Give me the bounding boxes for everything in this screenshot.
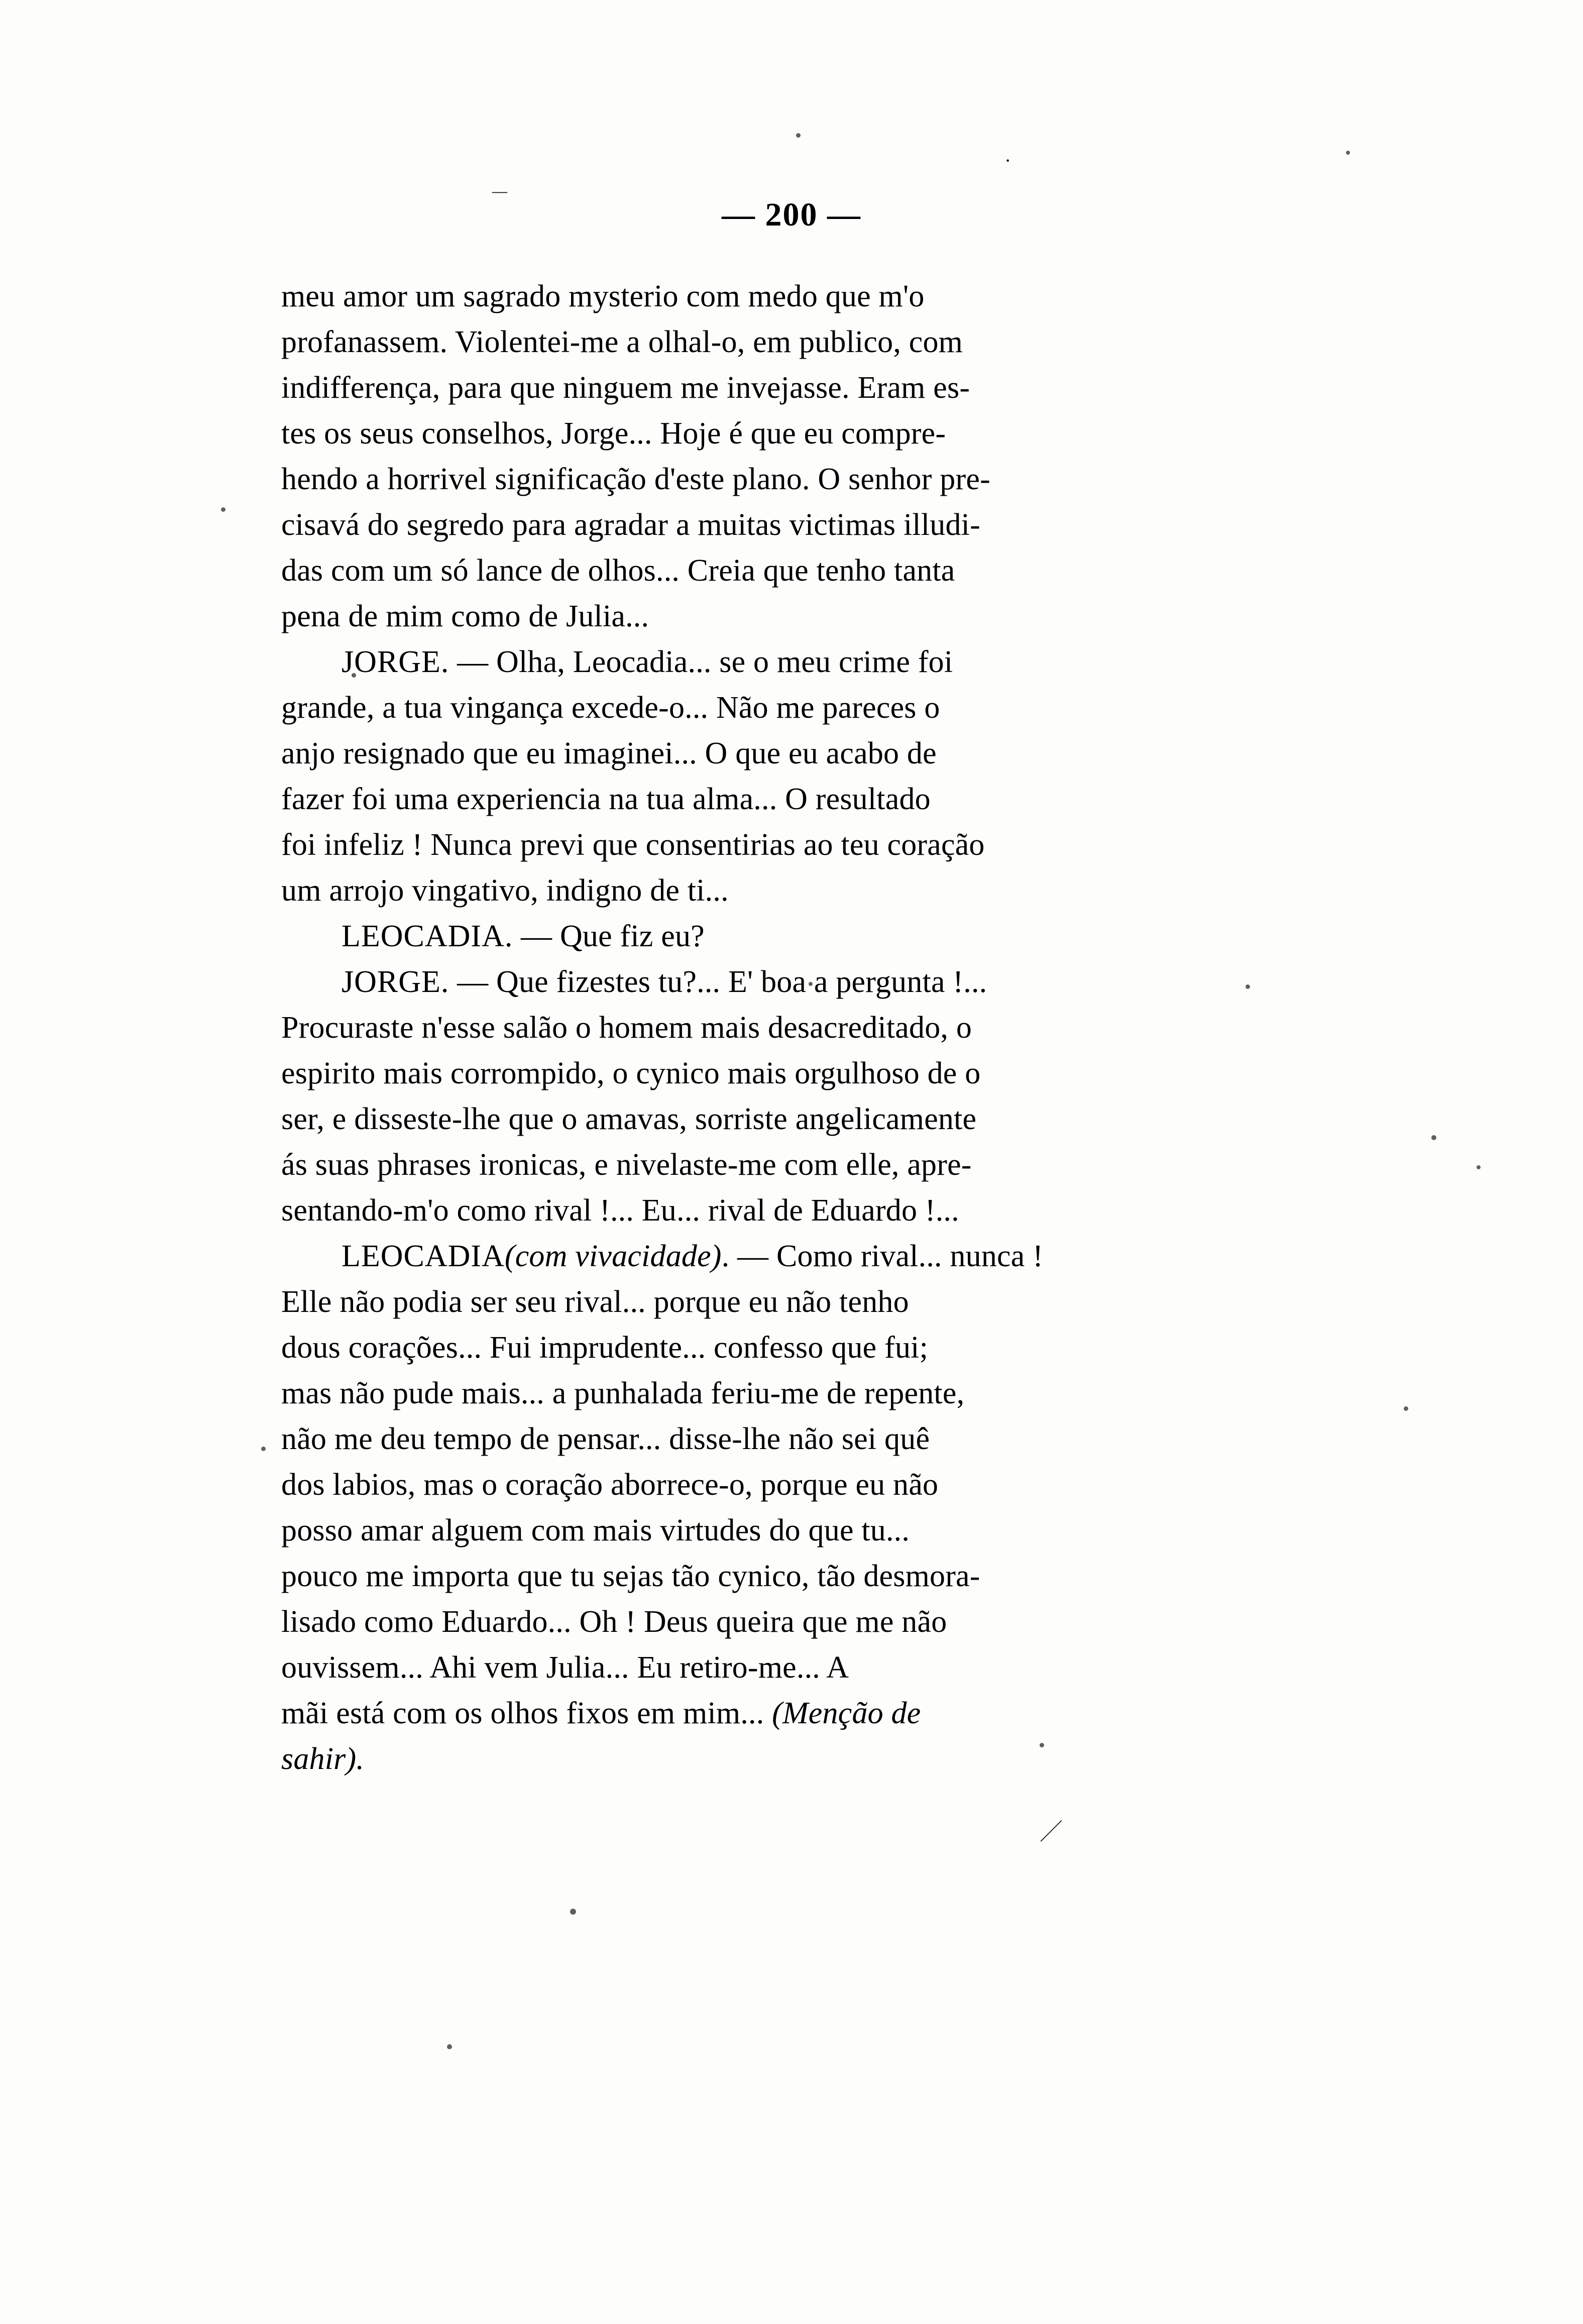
text-line: lisado como Eduardo... Oh ! Deus queira que me não — [281, 1605, 947, 1639]
text-line: tes os seus conselhos, Jorge... Hoje é que eu compre- — [281, 416, 946, 451]
scan-speck — [261, 1447, 266, 1451]
text-line: meu amor um sagrado mysterio com medo que m'o — [281, 279, 925, 313]
text-line-remainder: . — Como rival... nunca ! — [721, 1239, 1044, 1273]
page-number-prefix: — — [722, 196, 756, 233]
stray-mark-right-top: · — [1004, 149, 1011, 172]
text-line: dos labios, mas o coração aborrece-o, porque eu não — [281, 1468, 939, 1502]
text-line: fazer foi uma experiencia na tua alma... O resultado — [281, 782, 931, 816]
text-line-remainder: mãi está com os olhos fixos em mim... — [281, 1696, 772, 1730]
text-line: cisavá do segredo para agradar a muitas victimas illudi- — [281, 508, 980, 542]
text-line: ás suas phrases ironicas, e nivelaste-me com elle, apre- — [281, 1148, 972, 1182]
text-line-remainder: — Que fiz eu? — [513, 919, 705, 953]
speaker-label: LEOCADIA — [342, 1239, 505, 1273]
scan-speck — [570, 1909, 576, 1915]
page-number — [0, 196, 1583, 234]
stray-mark-left-top: － — [490, 182, 510, 204]
text-line: pena de mim como de Julia... — [281, 599, 649, 633]
text-line: ouvissem... Ahi vem Julia... Eu retiro-me... A — [281, 1650, 849, 1685]
scan-speck — [1477, 1165, 1481, 1169]
text-line: das com um só lance de olhos... Creia que tenho tanta — [281, 554, 955, 588]
text-line: dous corações... Fui imprudente... confesso que fui; — [281, 1331, 928, 1365]
text-line: indifferença, para que ninguem me invejasse. Eram es- — [281, 371, 970, 405]
text-line: anjo resignado que eu imaginei... O que eu acabo de — [281, 736, 937, 770]
stage-direction: (Menção de — [772, 1696, 921, 1730]
speaker-label: LEOCADIA. — [342, 919, 513, 953]
text-line: um arrojo vingativo, indigno de ti... — [281, 873, 729, 908]
text-line: espirito mais corrompido, o cynico mais orgulhoso de o — [281, 1056, 981, 1090]
text-line: profanassem. Violentei-me a olhal-o, em publico, com — [281, 325, 963, 359]
text-line: hendo a horrivel significação d'este plano. O senhor pre- — [281, 462, 990, 496]
text-line: foi infeliz ! Nunca previ que consentirias ao teu coração — [281, 828, 985, 862]
text-line-remainder: — Olha, Leocadia... se o meu crime foi — [449, 645, 953, 679]
text-line: Procuraste n'esse salão o homem mais desacreditado, o — [281, 1011, 972, 1045]
scan-speck — [796, 133, 801, 138]
speech-line-jorge — [281, 639, 1308, 685]
stray-mark-italic-slash: ／ — [1040, 1819, 1063, 1845]
text-line: Elle não podia ser seu rival... porque eu não tenho — [281, 1285, 909, 1319]
scan-speck — [1431, 1135, 1436, 1140]
speaker-label: JORGE. — [342, 645, 449, 679]
text-line: posso amar alguem com mais virtudes do que tu... — [281, 1513, 910, 1547]
text-line: pouco me importa que tu sejas tão cynico, tão desmora- — [281, 1559, 980, 1593]
speech-line-leocadia — [281, 1234, 1308, 1279]
text-line-remainder: — Que fizestes tu?... E' boa a pergunta !... — [449, 965, 987, 999]
text-line: ser, e disseste-lhe que o amavas, sorriste angelicamente — [281, 1102, 977, 1136]
stage-direction: sahir). — [281, 1742, 365, 1776]
speaker-label: JORGE. — [342, 965, 449, 999]
scan-speck — [221, 507, 225, 512]
text-line-with-stage-direction — [281, 1691, 1308, 1736]
page-number-value: 200 — [765, 196, 818, 233]
text-line: sentando-m'o como rival !... Eu... rival de Eduardo !... — [281, 1193, 959, 1228]
scan-speck — [1404, 1406, 1408, 1411]
page-number-suffix: — — [827, 196, 861, 233]
stage-direction: (com vivacidade) — [504, 1239, 722, 1273]
scan-speck — [447, 2044, 452, 2049]
text-line: mas não pude mais... a punhalada feriu-me de repente, — [281, 1376, 965, 1410]
scan-speck — [1346, 151, 1350, 155]
body-text — [281, 274, 1308, 1782]
speech-line-leocadia — [281, 914, 1308, 959]
text-line: não me deu tempo de pensar... disse-lhe não sei quê — [281, 1422, 930, 1456]
text-line: grande, a tua vingança excede-o... Não me pareces o — [281, 691, 940, 725]
speech-line-jorge — [281, 959, 1308, 1005]
text-line-stage-direction-end — [281, 1736, 1308, 1782]
